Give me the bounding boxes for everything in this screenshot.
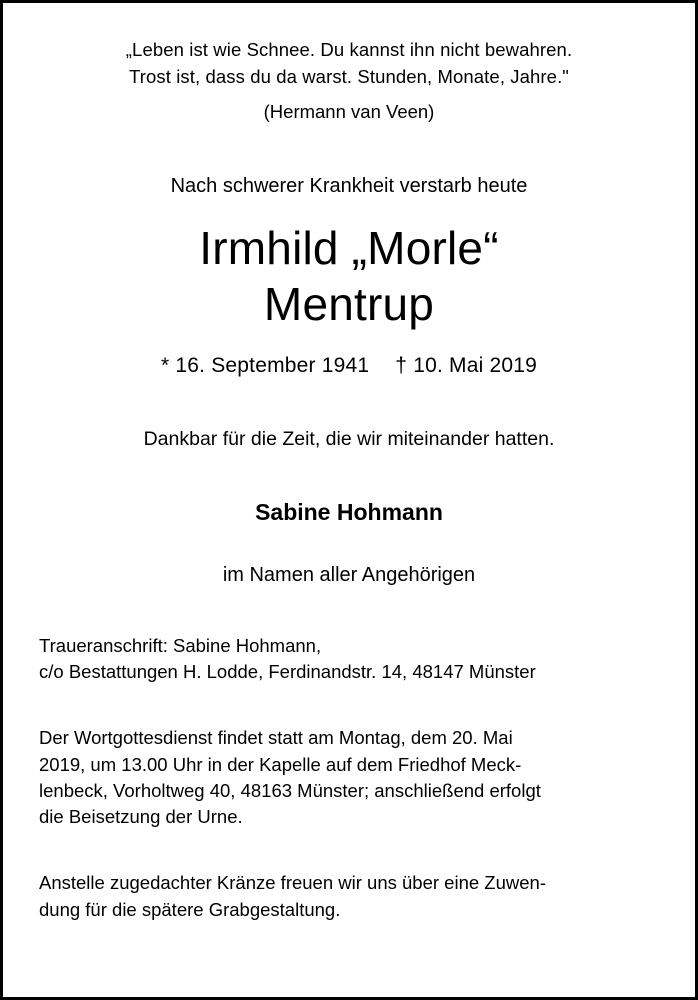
deceased-name-line-1: Irmhild „Morle“ <box>199 221 499 274</box>
quote-block <box>39 37 659 91</box>
deceased-name <box>39 220 659 332</box>
donation-line-1: Anstelle zugedachter Kränze freuen wir uns über eine Zuwen- <box>39 872 546 894</box>
quote-author: (Hermann van Veen) <box>263 100 435 122</box>
mourner-name: Sabine Hohmann <box>255 498 443 525</box>
intro-text: Nach schwerer Krankheit verstarb heute <box>170 174 528 197</box>
service-details <box>39 725 659 830</box>
service-line-1: Der Wortgottesdienst findet statt am Montag, dem 20. Mai <box>39 727 513 749</box>
donation-line-2: dung für die spätere Grabgestaltung. <box>39 898 341 920</box>
birth-date: * 16. September 1941 <box>160 353 370 377</box>
service-line-4: die Beisetzung der Urne. <box>39 806 243 828</box>
deceased-name-line-2: Mentrup <box>263 277 435 330</box>
address-line-2: c/o Bestattungen H. Lodde, Ferdinandstr. 14, 48147 Münster <box>39 661 536 683</box>
behalf-text: im Namen aller Angehörigen <box>222 563 476 586</box>
life-dates <box>39 354 659 378</box>
quote-line-1: „Leben ist wie Schnee. Du kannst ihn nicht bewahren. <box>125 39 573 60</box>
thanks-text: Dankbar für die Zeit, die wir miteinander hatten. <box>143 427 555 450</box>
mourning-address <box>39 633 659 686</box>
donation-note <box>39 870 659 923</box>
service-line-2: 2019, um 13.00 Uhr in der Kapelle auf dem Friedhof Meck- <box>39 753 522 775</box>
address-line-1: Traueranschrift: Sabine Hohmann, <box>39 634 322 656</box>
quote-line-2: Trost ist, dass du da warst. Stunden, Monate, Jahre." <box>129 65 569 87</box>
death-date: † 10. Mai 2019 <box>395 353 538 377</box>
service-line-3: lenbeck, Vorholtweg 40, 48163 Münster; anschließend erfolgt <box>39 779 541 801</box>
